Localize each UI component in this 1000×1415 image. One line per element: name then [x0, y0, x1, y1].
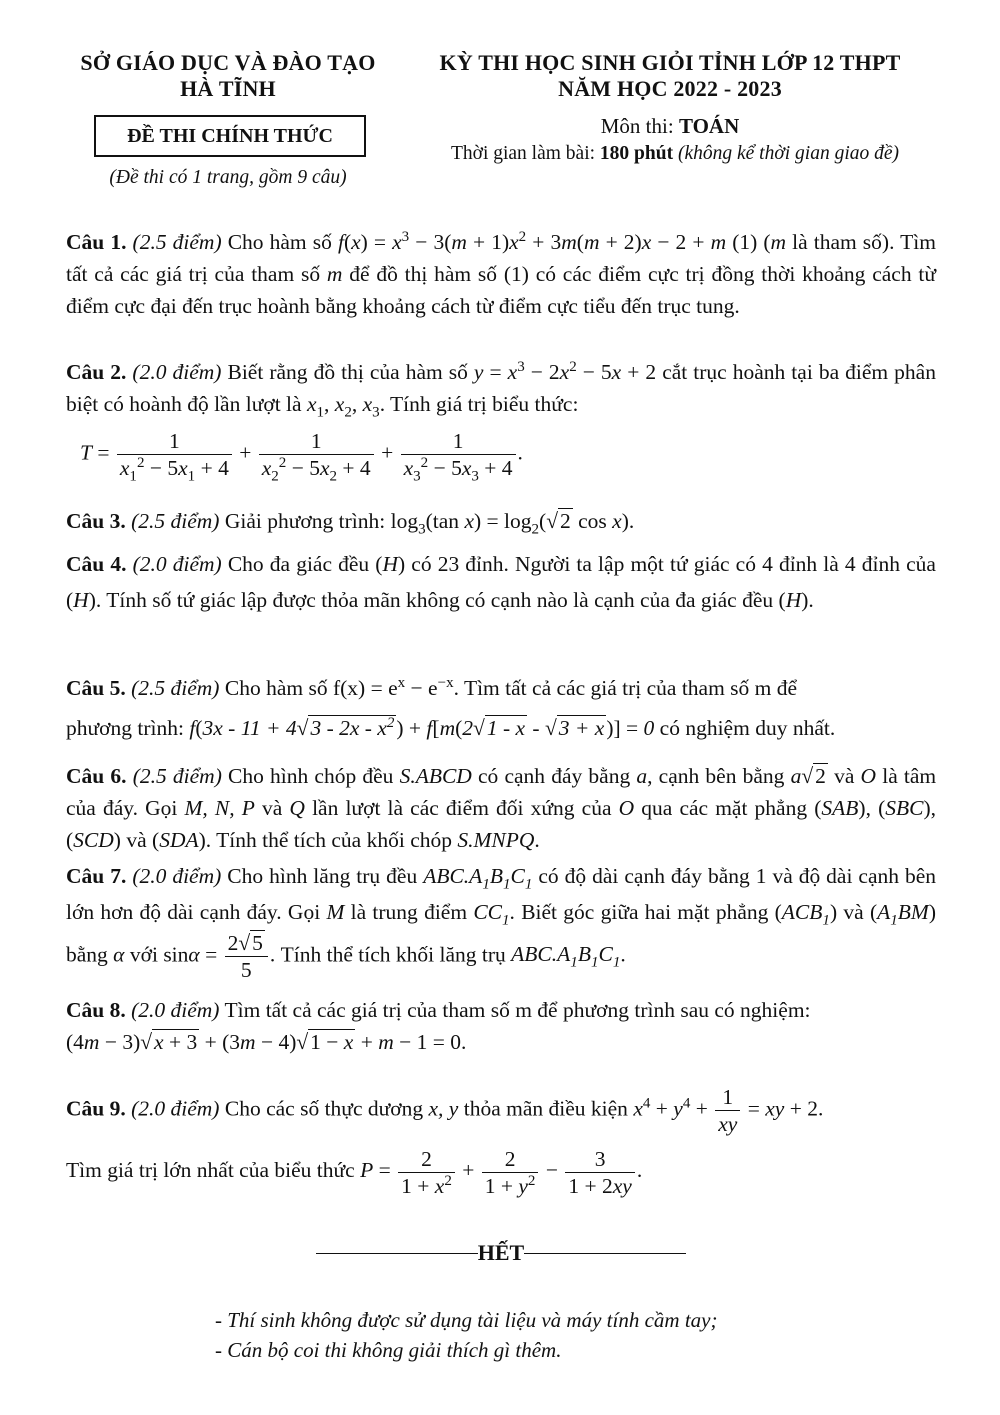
q7-text-f: bằng	[66, 942, 108, 967]
question-points: (2.5 điểm)	[132, 230, 222, 254]
q5-text-b: . Tìm tất cả các giá trị của tham số m để	[453, 676, 798, 700]
question-points: (2.5 điểm)	[131, 676, 220, 700]
question-4: Câu 4. (2.0 điểm) Cho đa giác đều (H) có 23 đỉnh. Người ta lập một tứ giác có 4 đỉnh là 4 đỉnh của (H). Tính số tứ giác lập được thỏa mãn không có cạnh nào là cạnh của đa giác đều (H).	[66, 552, 936, 612]
q7-text-d: . Biết góc giữa hai mặt phẳng	[509, 900, 769, 924]
q4-text-a: Cho đa giác đều	[227, 552, 370, 576]
q1-text-b: (1) (	[732, 230, 771, 254]
question-label: Câu 2.	[66, 360, 127, 384]
q1-text-c: là tham số). Tìm tất cả các giá trị của tham số	[66, 230, 936, 286]
q7-text-a: Cho hình lăng trụ đều	[227, 864, 418, 888]
q6-text-j: . Tính thể tích của khối chóp	[205, 828, 452, 852]
footer-note-2: - Cán bộ coi thi không giải thích gì thêm.	[215, 1338, 562, 1362]
q1-text-a: Cho hàm số	[227, 230, 332, 254]
q6-text-e: là tâm của đáy. Gọi	[66, 764, 937, 820]
question-points: (2.0 điểm)	[132, 552, 222, 576]
q6-text-g: lần lượt là các điểm đối xứng của	[312, 796, 612, 820]
question-9-expression: Tìm giá trị lớn nhất của biểu thức P = $\frac{2}{1 + x^2}$ + $\frac{2}{1 + y^2}$ − $\frac{3}{1 + 2xy}$ .	[66, 1146, 643, 1198]
q4-text-c: . Tính số tứ giác lập được thỏa mãn không có cạnh nào là cạnh của đa giác đều	[95, 588, 774, 612]
question-points: (2.0 điểm)	[131, 1096, 220, 1121]
q6-text-f: và	[261, 796, 283, 820]
q6-text-a: Cho hình chóp đều	[228, 764, 394, 788]
q7-text-h: . Tính thể tích khối lăng trụ	[269, 942, 506, 967]
pages-note: (Đề thi có 1 trang, gồm 9 câu)	[109, 167, 347, 188]
subject-label: Môn thi:	[600, 114, 679, 138]
q6-text-d: và	[834, 764, 855, 788]
end-line-right	[524, 1253, 686, 1254]
q8-text-a: Tìm tất cả các giá trị của tham số m để phương trình sau có nghiệm:	[224, 998, 811, 1022]
q5-text-a: Cho hàm số	[224, 676, 328, 700]
q3-text-a: Giải phương trình:	[224, 509, 386, 533]
exam-title-line-2: NĂM HỌC 2022 - 2023	[558, 76, 782, 101]
q5-text-d: có nghiệm duy nhất.	[659, 716, 836, 740]
q2-text-b: cắt trục hoành tại ba điểm phân biệt có hoành độ lần lượt là	[66, 360, 936, 416]
subject-value: TOÁN	[678, 114, 740, 138]
q9-text-c: Tìm giá trị lớn nhất của biểu thức	[66, 1158, 355, 1182]
end-text: HẾT	[477, 1240, 525, 1265]
question-label: Câu 6.	[66, 764, 127, 788]
q9-text-a: Cho các số thực dương	[224, 1096, 424, 1121]
question-label: Câu 1.	[66, 230, 127, 254]
exam-title	[405, 50, 935, 102]
question-5: Câu 5. (2.5 điểm) Cho hàm số $f(x) = e^x - e^{-x}$. Tìm tất cả các giá trị của tham số m để phương trình: $f(3x - 11 + 4√3 - 2x - x^2) + f[m(2√1 - x - √3 + x)] = 0$ có nghiệm duy nhất.	[66, 674, 836, 740]
footer-note-1: - Thí sinh không được sử dụng tài liệu và máy tính cầm tay;	[215, 1308, 718, 1332]
question-label: Câu 3.	[66, 509, 126, 533]
question-points: (2.0 điểm)	[131, 998, 220, 1022]
time-line	[415, 143, 935, 165]
q7-text-c: là trung điểm	[350, 900, 468, 924]
q4-text-b: có 23 đỉnh. Người ta lập một tứ giác có 4 đỉnh là 4 đỉnh của	[411, 552, 936, 576]
question-label: Câu 7.	[66, 864, 127, 888]
question-9: Câu 9. (2.0 điểm) Cho các số thực dương x, y thỏa mãn điều kiện $x^4 + y^4$ + $\frac{1}{xy}$ = xy + 2.	[66, 1085, 824, 1136]
q6-text-c: , cạnh bên bằng	[647, 764, 785, 788]
question-label: Câu 5.	[66, 676, 126, 700]
exam-title-line-1: KỲ THI HỌC SINH GIỎI TỈNH LỚP 12 THPT	[439, 50, 901, 75]
question-label: Câu 9.	[66, 1096, 126, 1121]
q7-text-e: và	[843, 900, 864, 924]
department-line-2: HÀ TĨNH	[180, 76, 276, 101]
q6-text-h: qua các mặt phẳng	[641, 796, 808, 820]
q7-text-g: với	[129, 942, 158, 967]
question-8: Câu 8. (2.0 điểm) Tìm tất cả các giá trị của tham số m để phương trình sau có nghiệm: (4m − 3)√x + 3 + (3m − 4)√1 − x + m − 1 = 0.	[66, 998, 811, 1054]
q1-text-d: để đồ thị hàm số (1) có các điểm cực trị đồng thời khoảng cách từ điểm cực đại đến trục hoành bằng khoảng cách từ điểm cực tiểu đến trục tung.	[66, 262, 936, 318]
q5-text-c: phương trình:	[66, 716, 184, 740]
question-points: (2.5 điểm)	[132, 764, 222, 788]
end-mark	[316, 1240, 686, 1266]
department-name	[60, 50, 396, 102]
end-line-left	[316, 1253, 478, 1254]
question-points: (2.5 điểm)	[131, 509, 220, 533]
q2-formula: T = $\frac{1}{x_1^2 - 5x_1 + 4}$ + $\frac{1}{x_2^2 - 5x_2 + 4}$ + $\frac{1}{x_3^2 - 5x_3 + 4}$ .	[80, 429, 523, 485]
question-points: (2.0 điểm)	[132, 864, 222, 888]
question-2: Câu 2. (2.0 điểm) Biết rằng đồ thị của hàm số $y = x^3 - 2x^2 - 5x + 2$ cắt trục hoành tại ba điểm phân biệt có hoành độ lần lượt là $x_1$, $x_2$, $x_3$. Tính giá trị biểu thức:	[66, 358, 936, 421]
question-7: Câu 7. (2.0 điểm) Cho hình lăng trụ đều $ABC.A_1B_1C_1$ có độ dài cạnh đáy bằng 1 và độ dài cạnh bên lớn hơn độ dài cạnh đáy. Gọi M là trung điểm $CC_1$. Biết góc giữa hai mặt phẳng $(ACB_1)$ và $(A_1BM)$ bằng α với sinα = $\frac{2√5}{5}$ . Tính thể tích khối lăng trụ $ABC.A_1B_1C_1$.	[66, 864, 937, 982]
official-exam-box: ĐỀ THI CHÍNH THỨC	[94, 115, 366, 157]
time-note: (không kể thời gian giao đề)	[677, 143, 900, 164]
subject-line	[405, 114, 935, 139]
time-value: 180 phút	[599, 143, 674, 164]
q2-text-a: Biết rằng đồ thị của hàm số	[227, 360, 468, 384]
question-points: (2.0 điểm)	[132, 360, 222, 384]
department-line-1: SỞ GIÁO DỤC VÀ ĐÀO TẠO	[80, 50, 376, 75]
q7-text-b: có độ dài cạnh đáy bằng 1 và độ dài cạnh bên lớn hơn độ dài cạnh đáy. Gọi	[66, 864, 937, 924]
time-label: Thời gian làm bài:	[450, 143, 600, 164]
question-1: Câu 1. (2.5 điểm) Cho hàm số $f(x) = x^3 - 3(m + 1)x^2 + 3m(m + 2)x - 2 + m$ (1) (m là tham số). Tìm tất cả các giá trị của tham số m để đồ thị hàm số (1) có các điểm cực trị đồng thời khoảng cách từ điểm cực đại đến trục hoành bằng khoảng cách từ điểm cực tiểu đến trục tung.	[66, 228, 936, 318]
q6-text-b: có cạnh đáy bằng	[478, 764, 631, 788]
q2-text-c: . Tính giá trị biểu thức:	[379, 392, 579, 416]
q9-text-b: thỏa mãn điều kiện	[463, 1096, 628, 1121]
question-6: Câu 6. (2.5 điểm) Cho hình chóp đều S.ABCD có cạnh đáy bằng a, cạnh bên bằng a√2 và O là tâm của đáy. Gọi M, N, P và Q lần lượt là các điểm đối xứng của O qua các mặt phẳng (SAB), (SBC), (SCD) và (SDA). Tính thể tích của khối chóp S.MNPQ.	[66, 764, 937, 852]
question-3: Câu 3. (2.5 điểm) Giải phương trình: $\log_3(\tan$ $x) = \log_2(√2$ cos x).	[66, 509, 635, 538]
question-label: Câu 8.	[66, 998, 126, 1022]
question-label: Câu 4.	[66, 552, 127, 576]
q6-text-i: và	[126, 828, 147, 852]
